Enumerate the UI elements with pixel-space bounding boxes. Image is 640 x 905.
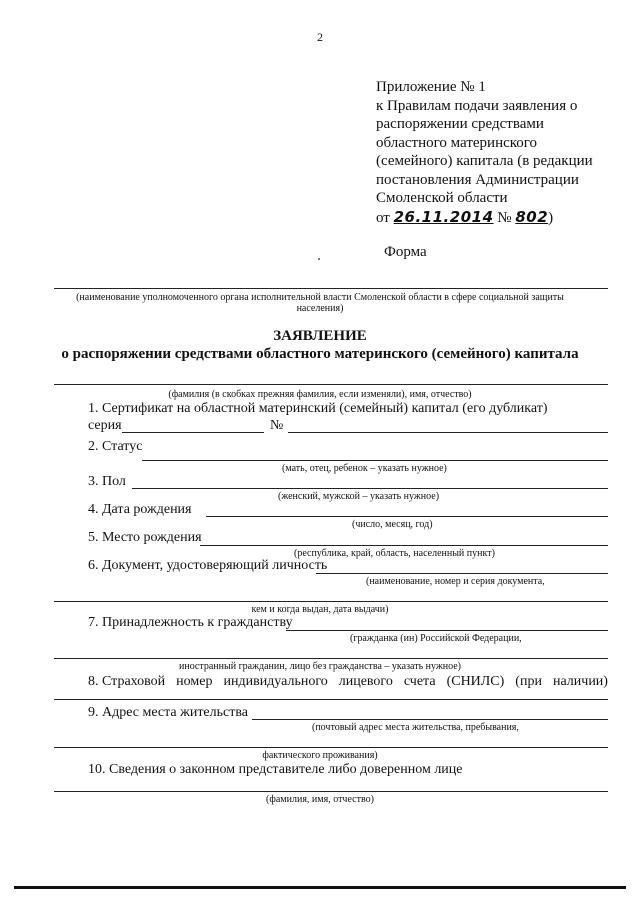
item-8-word: счета bbox=[403, 674, 436, 689]
item-8-label bbox=[88, 674, 608, 690]
address-field-line bbox=[252, 719, 608, 720]
item-7-label: 7. Принадлежность к гражданству bbox=[88, 615, 293, 630]
fio-line bbox=[54, 384, 608, 385]
item-8-word: наличии) bbox=[552, 674, 608, 689]
item-7-caption-2: иностранный гражданин, лицо без гражданства – указать нужное) bbox=[178, 661, 462, 672]
number-prefix: № bbox=[497, 209, 512, 226]
item-2-label: 2. Статус bbox=[88, 439, 143, 454]
handwritten-number: 802 bbox=[515, 207, 549, 226]
authority-caption: (наименование уполномоченного органа исполнительной власти Смоленской области в сфере социальной защиты bbox=[76, 292, 564, 303]
id-doc-field-line bbox=[316, 573, 608, 574]
item-2-caption: (мать, отец, ребенок – указать нужное) bbox=[282, 463, 447, 474]
appendix-line: Приложение № 1 bbox=[376, 79, 486, 95]
scan-speck bbox=[318, 258, 320, 260]
item-6-caption-2: кем и когда выдан, дата выдачи) bbox=[251, 604, 389, 615]
item-8-word: 8. Страховой bbox=[88, 674, 166, 689]
citizenship-field-line-2 bbox=[54, 658, 608, 659]
item-5-caption: (республика, край, область, населенный пункт) bbox=[294, 548, 495, 559]
appendix-line: постановления Администрации bbox=[376, 171, 579, 188]
authority-line bbox=[54, 288, 608, 289]
item-6-caption: (наименование, номер и серия документа, bbox=[366, 576, 545, 587]
item-1-label: 1. Сертификат на областной материнский (семейный) капитал (его дубликат) bbox=[88, 401, 548, 416]
appendix-line: к Правилам подачи заявления о bbox=[376, 97, 578, 114]
item-7-caption: (гражданка (ин) Российской Федерации, bbox=[350, 633, 522, 644]
appendix-block bbox=[376, 78, 593, 227]
series-field-line bbox=[122, 432, 264, 433]
appendix-line: (семейного) капитала (в редакции bbox=[376, 153, 593, 169]
address-field-line-2 bbox=[54, 747, 608, 748]
document-subtitle: о распоряжении средствами областного материнского (семейного) капитала bbox=[61, 346, 579, 362]
form-label: Форма bbox=[384, 244, 427, 260]
item-10-label: 10. Сведения о законном представителе либо доверенном лице bbox=[88, 762, 463, 777]
item-8-word: (СНИЛС) bbox=[446, 674, 505, 689]
number-label: № bbox=[270, 418, 284, 433]
snils-field-line bbox=[54, 699, 608, 700]
document-title: ЗАЯВЛЕНИЕ bbox=[273, 328, 367, 344]
item-9-caption-2: фактического проживания) bbox=[262, 750, 378, 761]
status-field-line bbox=[142, 460, 608, 461]
appendix-line: Смоленской области bbox=[376, 190, 508, 206]
item-5-label: 5. Место рождения bbox=[88, 530, 202, 545]
item-9-label: 9. Адрес места жительства bbox=[88, 705, 248, 720]
birthplace-field-line bbox=[200, 545, 608, 546]
fio-caption: (фамилия (в скобках прежняя фамилия, если изменяли), имя, отчество) bbox=[168, 389, 472, 400]
item-6-label: 6. Документ, удостоверяющий личность bbox=[88, 558, 328, 573]
representative-field-line bbox=[54, 791, 608, 792]
item-10-caption: (фамилия, имя, отчество) bbox=[266, 794, 374, 805]
appendix-line: областного материнского bbox=[376, 134, 538, 151]
item-3-caption: (женский, мужской – указать нужное) bbox=[278, 491, 440, 502]
birthdate-field-line bbox=[206, 516, 608, 517]
item-8-word: (при bbox=[515, 674, 542, 689]
item-4-caption: (число, месяц, год) bbox=[352, 519, 433, 530]
series-label: серия bbox=[88, 418, 122, 433]
appendix-date-line bbox=[376, 208, 593, 228]
appendix-line: распоряжении средствами bbox=[376, 116, 544, 132]
item-4-label: 4. Дата рождения bbox=[88, 502, 192, 517]
page-number: 2 bbox=[317, 30, 323, 44]
item-8-word: номер bbox=[176, 674, 213, 689]
item-3-label: 3. Пол bbox=[88, 474, 126, 489]
closing-paren: ) bbox=[548, 209, 554, 226]
handwritten-date: 26.11.2014 bbox=[393, 207, 494, 226]
number-field-line bbox=[288, 432, 608, 433]
id-doc-field-line-2 bbox=[54, 601, 608, 602]
item-8-word: индивидуального bbox=[223, 674, 328, 689]
gender-field-line bbox=[132, 488, 608, 489]
item-8-word: лицевого bbox=[338, 674, 393, 689]
page-bottom-edge bbox=[14, 886, 626, 889]
item-9-caption: (почтовый адрес места жительства, пребывания, bbox=[312, 722, 519, 733]
date-prefix: от bbox=[376, 209, 390, 226]
citizenship-field-line bbox=[286, 630, 608, 631]
authority-caption-2: населения) bbox=[296, 303, 344, 314]
